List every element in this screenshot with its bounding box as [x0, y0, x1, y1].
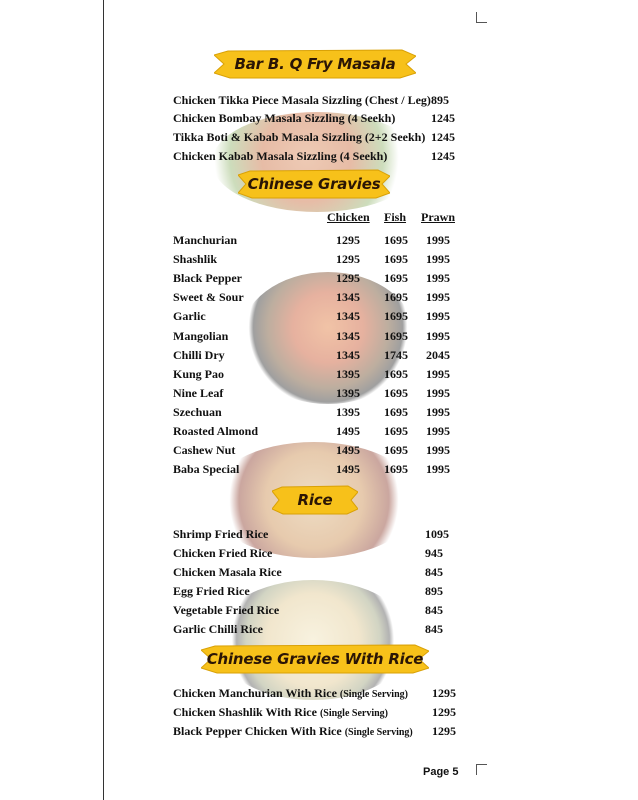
- list-item: Egg Fried Rice: [173, 584, 250, 598]
- price-chicken: 1345: [336, 309, 360, 323]
- price-chicken: 1395: [336, 386, 360, 400]
- table-row-name: Chilli Dry: [173, 348, 225, 362]
- price-chicken: 1395: [336, 405, 360, 419]
- crop-mark-bottom: [476, 764, 487, 775]
- price-fish: 1695: [384, 290, 408, 304]
- list-item: [173, 705, 388, 721]
- price-prawn: 1995: [426, 386, 450, 400]
- item-price: 845: [425, 565, 443, 579]
- crop-mark-top: [476, 12, 487, 23]
- price-chicken: 1495: [336, 462, 360, 476]
- table-row-name: Baba Special: [173, 462, 240, 476]
- item-price: 1295: [432, 686, 456, 700]
- price-prawn: 1995: [426, 424, 450, 438]
- price-prawn: 1995: [426, 462, 450, 476]
- table-row-name: Kung Pao: [173, 367, 225, 381]
- item-name: Chicken Manchurian With Rice: [173, 686, 337, 700]
- price-prawn: 2045: [426, 348, 450, 362]
- price-fish: 1745: [384, 348, 408, 362]
- price-prawn: 1995: [426, 443, 450, 457]
- item-name: Black Pepper Chicken With Rice: [173, 724, 342, 738]
- list-item: Chicken Tikka Piece Masala Sizzling (Chest / Leg): [173, 93, 431, 107]
- item-price: 845: [425, 603, 443, 617]
- banner-chinese-gravies: [238, 169, 390, 199]
- price-chicken: 1295: [336, 252, 360, 266]
- price-chicken: 1345: [336, 348, 360, 362]
- price-fish: 1695: [384, 329, 408, 343]
- fried-rice-plate-image: [214, 580, 412, 700]
- table-row-name: Mangolian: [173, 329, 229, 343]
- column-header-prawn: Prawn: [421, 210, 455, 224]
- price-chicken: 1395: [336, 367, 360, 381]
- table-row-name: Sweet & Sour: [173, 290, 244, 304]
- list-item: Chicken Fried Rice: [173, 546, 273, 560]
- list-item: Chicken Masala Rice: [173, 565, 282, 579]
- serving-note: (Single Serving): [319, 708, 388, 719]
- price-fish: 1695: [384, 271, 408, 285]
- item-price: 895: [431, 93, 449, 107]
- section-title: Chinese Gravies: [247, 175, 381, 193]
- price-fish: 1695: [384, 233, 408, 247]
- item-price: 1295: [432, 724, 456, 738]
- table-row-name: Garlic: [173, 309, 206, 323]
- item-price: 1245: [431, 149, 455, 163]
- price-chicken: 1345: [336, 290, 360, 304]
- price-fish: 1695: [384, 252, 408, 266]
- page-number: Page 5: [423, 766, 459, 778]
- price-prawn: 1995: [426, 329, 450, 343]
- list-item: Vegetable Fried Rice: [173, 603, 280, 617]
- list-item: Garlic Chilli Rice: [173, 622, 263, 636]
- price-chicken: 1495: [336, 443, 360, 457]
- serving-note: (Single Serving): [344, 727, 413, 738]
- column-header-fish: Fish: [384, 210, 407, 224]
- item-price: 845: [425, 622, 443, 636]
- price-chicken: 1495: [336, 424, 360, 438]
- serving-note: (Single Serving): [339, 689, 408, 700]
- price-fish: 1695: [384, 462, 408, 476]
- table-row-name: Szechuan: [173, 405, 222, 419]
- item-price: 1095: [425, 527, 449, 541]
- price-fish: 1695: [384, 367, 408, 381]
- table-row-name: Manchurian: [173, 233, 238, 247]
- item-price: 895: [425, 584, 443, 598]
- banner-bbq-fry-masala: [214, 49, 416, 79]
- price-prawn: 1995: [426, 252, 450, 266]
- table-row-name: Shashlik: [173, 252, 218, 266]
- section-title: Chinese Gravies With Rice: [206, 650, 424, 668]
- price-fish: 1695: [384, 386, 408, 400]
- table-row-name: Nine Leaf: [173, 386, 224, 400]
- banner-rice: [272, 485, 358, 515]
- price-chicken: 1295: [336, 271, 360, 285]
- table-row-name: Cashew Nut: [173, 443, 236, 457]
- table-row-name: Roasted Almond: [173, 424, 259, 438]
- section-title: Rice: [297, 491, 333, 509]
- list-item: [173, 686, 408, 702]
- banner-chinese-gravies-with-rice: [201, 644, 429, 674]
- price-chicken: 1345: [336, 329, 360, 343]
- price-prawn: 1995: [426, 271, 450, 285]
- price-prawn: 1995: [426, 405, 450, 419]
- list-item: [173, 724, 413, 740]
- list-item: Shrimp Fried Rice: [173, 527, 269, 541]
- item-price: 945: [425, 546, 443, 560]
- item-name: Chicken Shashlik With Rice: [173, 705, 317, 719]
- price-chicken: 1295: [336, 233, 360, 247]
- price-prawn: 1995: [426, 367, 450, 381]
- section-title: Bar B. Q Fry Masala: [234, 55, 396, 73]
- item-price: 1245: [431, 111, 455, 125]
- item-price: 1295: [432, 705, 456, 719]
- item-price: 1245: [431, 130, 455, 144]
- price-fish: 1695: [384, 405, 408, 419]
- page-margin-line: [103, 0, 104, 800]
- list-item: Tikka Boti & Kabab Masala Sizzling (2+2 Seekh): [173, 130, 426, 144]
- list-item: Chicken Kabab Masala Sizzling (4 Seekh): [173, 149, 388, 163]
- table-row-name: Black Pepper: [173, 271, 242, 285]
- list-item: Chicken Bombay Masala Sizzling (4 Seekh): [173, 111, 396, 125]
- price-fish: 1695: [384, 309, 408, 323]
- price-fish: 1695: [384, 443, 408, 457]
- price-prawn: 1995: [426, 233, 450, 247]
- price-prawn: 1995: [426, 309, 450, 323]
- price-prawn: 1995: [426, 290, 450, 304]
- price-fish: 1695: [384, 424, 408, 438]
- column-header-chicken: Chicken: [327, 210, 370, 224]
